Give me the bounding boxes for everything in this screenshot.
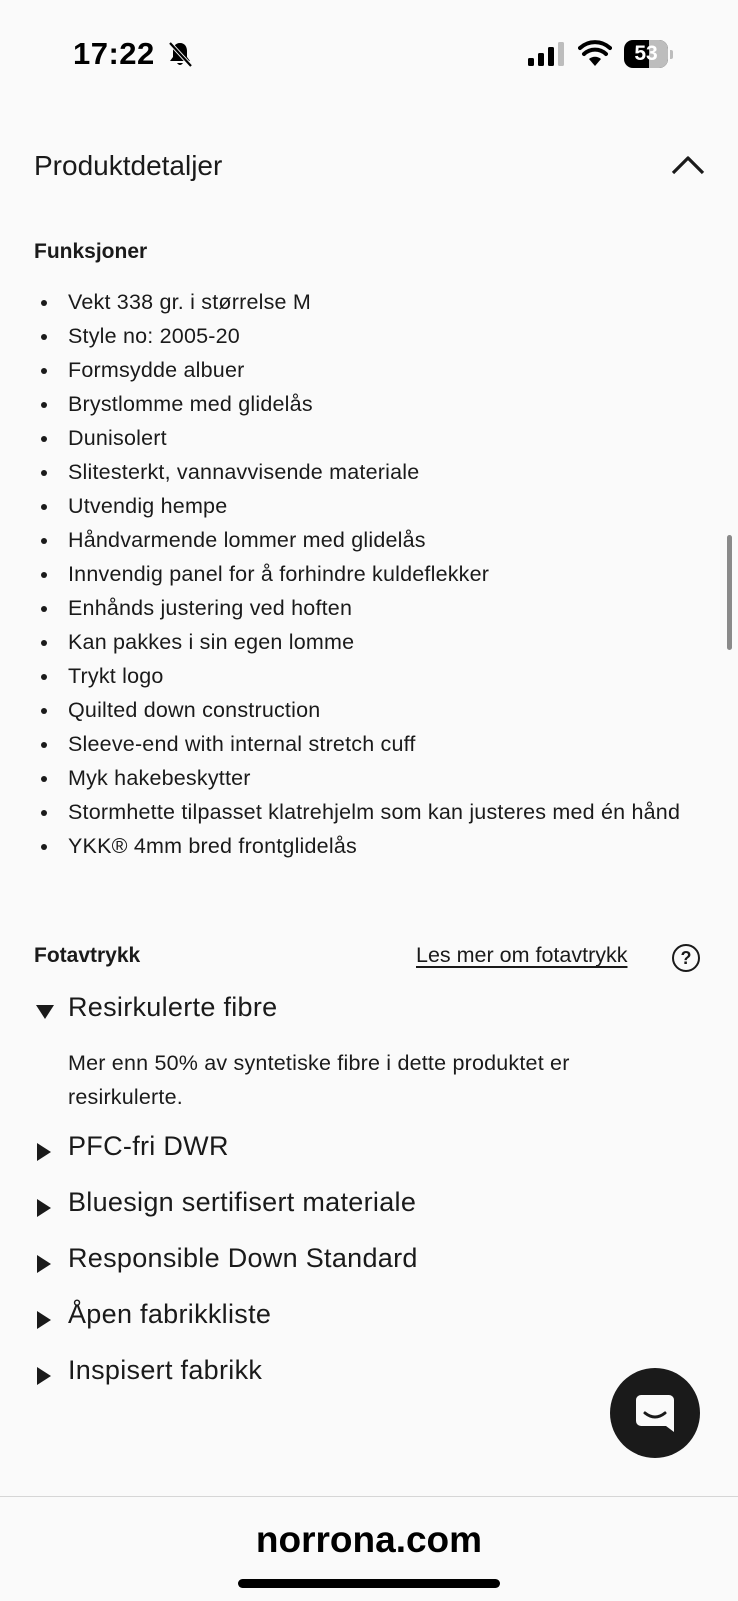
triangle-right-icon	[36, 1255, 52, 1273]
footprint-item-label: Responsible Down Standard	[68, 1243, 418, 1273]
chat-button[interactable]	[610, 1368, 700, 1458]
triangle-right-icon	[36, 1367, 52, 1385]
battery-icon	[624, 40, 674, 68]
footprint-item-pfc-free-dwr[interactable]	[34, 1131, 714, 1171]
footprint-heading: Fotavtrykk	[34, 944, 141, 967]
list-item: Stormhette tilpasset klatrehjelm som kan justeres med én hånd	[34, 795, 714, 829]
footprint-item-bluesign[interactable]	[34, 1187, 714, 1227]
browser-bottom-bar	[0, 1496, 738, 1601]
address-bar-url[interactable]: norrona.com	[255, 1519, 483, 1560]
list-item: Quilted down construction	[34, 693, 714, 727]
battery-level: 53	[634, 42, 658, 65]
list-item: Trykt logo	[34, 659, 714, 693]
home-indicator[interactable]	[238, 1579, 500, 1588]
footprint-item-inspected-factory[interactable]	[34, 1355, 714, 1395]
list-item: Style no: 2005-20	[34, 319, 714, 353]
list-item: Sleeve-end with internal stretch cuff	[34, 727, 714, 761]
triangle-right-icon	[36, 1199, 52, 1217]
list-item: Kan pakkes i sin egen lomme	[34, 625, 714, 659]
footprint-item-label: Åpen fabrikkliste	[68, 1299, 272, 1329]
list-item: Enhånds justering ved hoften	[34, 591, 714, 625]
learn-more-link[interactable]: Les mer om fotavtrykk	[416, 943, 628, 967]
footprint-item-label: PFC-fri DWR	[68, 1131, 229, 1161]
list-item: Håndvarmende lommer med glidelås	[34, 523, 714, 557]
list-item: Slitesterkt, vannavvisende materiale	[34, 455, 714, 489]
features-heading: Funksjoner	[34, 240, 148, 263]
status-time: 17:22	[73, 36, 155, 71]
list-item: Innvendig panel for å forhindre kuldeflekker	[34, 557, 714, 591]
triangle-right-icon	[36, 1311, 52, 1329]
list-item: YKK® 4mm bred frontglidelås	[34, 829, 714, 863]
chat-bubble-icon	[633, 1391, 677, 1435]
footprint-item-factory-list[interactable]	[34, 1299, 714, 1339]
footprint-item-label: Inspisert fabrikk	[68, 1355, 263, 1385]
cellular-signal-icon	[528, 42, 566, 66]
footprint-item-recycled-fibres[interactable]	[34, 992, 714, 1032]
list-item: Utvendig hempe	[34, 489, 714, 523]
triangle-right-icon	[36, 1143, 52, 1161]
list-item: Vekt 338 gr. i størrelse M	[34, 285, 714, 319]
chevron-up-icon[interactable]	[670, 154, 706, 176]
footprint-item-label: Bluesign sertifisert materiale	[68, 1187, 417, 1217]
triangle-down-icon	[36, 1004, 54, 1020]
list-item: Brystlomme med glidelås	[34, 387, 714, 421]
footprint-item-label: Resirkulerte fibre	[68, 992, 278, 1022]
list-item: Dunisolert	[34, 421, 714, 455]
footprint-item-responsible-down[interactable]	[34, 1243, 714, 1283]
section-title: Produktdetaljer	[34, 150, 223, 181]
status-bar	[0, 0, 738, 100]
list-item: Myk hakebeskytter	[34, 761, 714, 795]
features-list	[34, 285, 714, 863]
scrollbar[interactable]	[727, 535, 732, 650]
wifi-icon	[578, 40, 612, 66]
list-item: Formsydde albuer	[34, 353, 714, 387]
bell-slash-icon	[167, 40, 193, 70]
product-details-header[interactable]	[0, 140, 738, 200]
question-circle-icon[interactable]: ?	[672, 944, 700, 972]
footprint-item-description: Mer enn 50% av syntetiske fibre i dette produktet er resirkulerte.	[68, 1051, 570, 1109]
